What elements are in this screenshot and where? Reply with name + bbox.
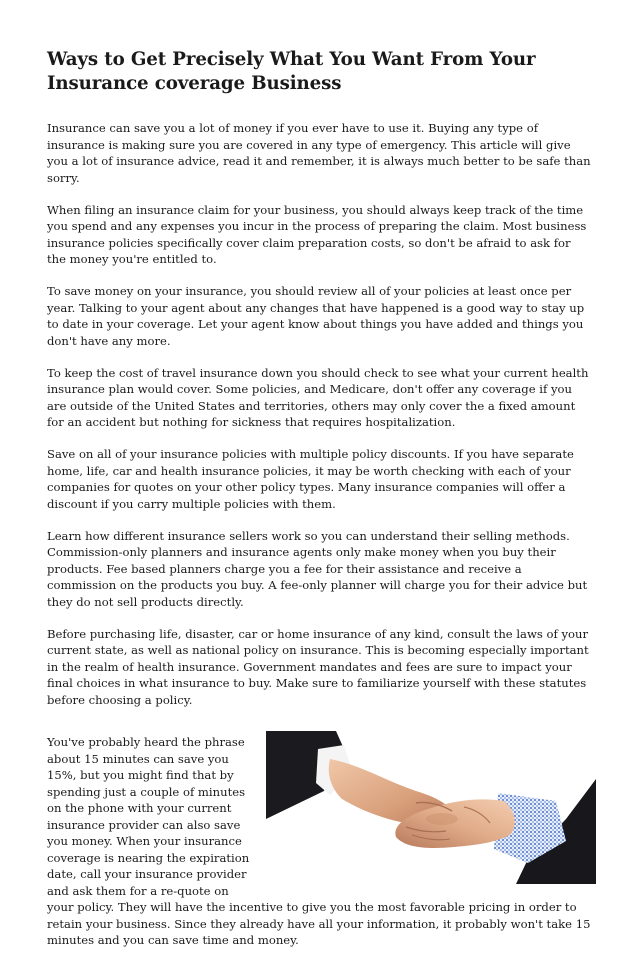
paragraph-8: You've probably heard the phrase about 15 minutes can save you 15%, but you might find that by spending just a couple of minutes on the phone with your current insurance provider can also save you money. When your insurance coverage is nearing the expiration date, call your insurance provider and ask them for a re-quote on your policy. They will have the incentive to give you the most favorable pricing in order to retain your business. Since they already have all your information, it probably won't take 15 minutes and you can save time and money. [47, 735, 591, 947]
paragraph-2: When filing an insurance claim for your business, you should always keep track of the time you spend and any expenses you incur in the process of preparing the claim. Most business insurance policies specifically cover claim preparation costs, so don't be afraid to ask for the money you're entitled to. [47, 202, 587, 266]
paragraph-3: To save money on your insurance, you should review all of your policies at least once per year. Talking to your agent about any changes that have happened is a good way to stay up to date in your coverage. Let your agent know about things you have added and things you don't have any more. [47, 284, 585, 348]
paragraph-1: Insurance can save you a lot of money if you ever have to use it. Buying any type of insurance is making sure you are covered in any type of emergency. This article will give you a lot of insurance advice, read it and remember, it is always much better to be safe than sorry. [47, 121, 591, 185]
final-section [47, 734, 593, 949]
document-title: Ways to Get Precisely What You Want From Your Insurance coverage Business [47, 49, 536, 94]
paragraph-5: Save on all of your insurance policies with multiple policy discounts. If you have separate home, life, car and health insurance policies, it may be worth checking with each of your companies for quotes on your other policy types. Many insurance companies will offer a discount if you carry multiple policies with them. [47, 447, 574, 511]
paragraph-4: To keep the cost of travel insurance down you should check to see what your current health insurance plan would cover. Some policies, and Medicare, don't offer any coverage if you are outside of the United States and territories, others may only cover the a fixed amount for an accident but nothing for sickness that requires hospitalization. [47, 365, 589, 429]
handshake-image [266, 731, 596, 884]
handshake-icon [266, 731, 596, 884]
paragraph-7: Before purchasing life, disaster, car or home insurance of any kind, consult the laws of your current state, as well as national policy on insurance. This is becoming especially important in the realm of health insurance. Government mandates and fees are sure to impact your final choices in what insurance to buy. Make sure to familiarize yourself with these statutes before choosing a policy. [47, 626, 589, 707]
paragraph-6: Learn how different insurance sellers work so you can understand their selling methods. Commission-only planners and insurance agents only make money when you buy their products. Fee based planners charge you a fee for their assistance and receive a commission on the products you buy. A fee-only planner will charge you for their advice but they do not sell products directly. [47, 528, 588, 609]
document-page [47, 48, 593, 964]
